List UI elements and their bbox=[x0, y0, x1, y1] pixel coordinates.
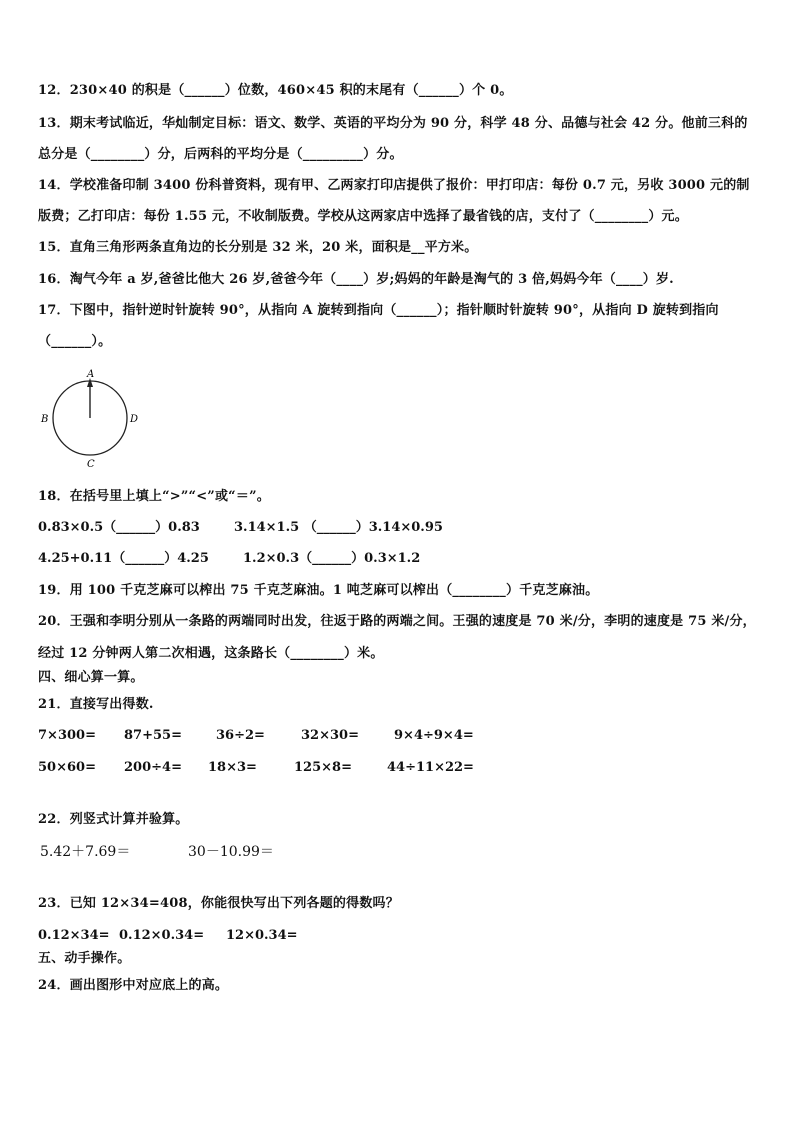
clock-dial-figure bbox=[36, 364, 146, 472]
q18-item-3: 4.25+0.11（______）4.25 bbox=[38, 551, 209, 566]
q23-item-1: 0.12×34= bbox=[38, 928, 110, 943]
dial-label-a: A bbox=[87, 369, 95, 380]
question-20-line-1: 20．王强和李明分别从一条路的两端同时出发，往返于路的两端之间。王强的速度是 70 米/分，李明的速度是 75 米/分， bbox=[38, 614, 756, 629]
q21-row1-item-1: 7×300= bbox=[38, 728, 96, 743]
question-15: 15．直角三角形两条直角边的长分别是 32 米，20 米，面积是__平方米。 bbox=[38, 240, 478, 255]
q18-item-4: 1.2×0.3（______）0.3×1.2 bbox=[243, 551, 421, 566]
dial-label-d: D bbox=[130, 414, 139, 425]
q21-row1-item-5: 9×4÷9×4= bbox=[394, 728, 474, 743]
q21-row2-item-3: 18×3= bbox=[208, 760, 257, 775]
q22-item-2: 30－10.99＝ bbox=[188, 844, 274, 860]
dial-label-b: B bbox=[41, 414, 49, 425]
q21-row2-item-2: 200÷4= bbox=[124, 760, 182, 775]
q18-item-1: 0.83×0.5（______）0.83 bbox=[38, 520, 200, 535]
section-4-heading: 四、细心算一算。 bbox=[38, 670, 144, 685]
q21-row1-item-2: 87+55= bbox=[124, 728, 182, 743]
q18-item-2: 3.14×1.5 （______）3.14×0.95 bbox=[234, 520, 443, 535]
question-21: 21．直接写出得数. bbox=[38, 697, 154, 712]
question-17-line-2: （______）。 bbox=[38, 334, 112, 349]
question-13-line-2: 总分是（________）分，后两科的平均分是（_________）分。 bbox=[38, 147, 403, 162]
question-23: 23．已知 12×34=408，你能很快写出下列各题的得数吗？ bbox=[38, 896, 399, 911]
q21-row1-item-4: 32×30= bbox=[301, 728, 359, 743]
section-5-heading: 五、动手操作。 bbox=[38, 951, 131, 966]
question-22: 22．列竖式计算并验算。 bbox=[38, 812, 189, 827]
q21-row1-item-3: 36÷2= bbox=[216, 728, 265, 743]
question-18: 18．在括号里上填上“>”“<”或“＝”。 bbox=[38, 489, 270, 504]
question-24: 24．画出图形中对应底上的高。 bbox=[38, 978, 229, 993]
question-14-line-1: 14．学校准备印制 3400 份科普资料，现有甲、乙两家打印店提供了报价：甲打印店：每份 0.7 元，另收 3000 元的制 bbox=[38, 178, 750, 193]
question-12: 12．230×40 的积是（______）位数，460×45 积的末尾有（______）个 0。 bbox=[38, 83, 513, 98]
question-13-line-1: 13．期末考试临近，华灿制定目标：语文、数学、英语的平均分为 90 分，科学 48 分、品德与社会 42 分。他前三科的 bbox=[38, 116, 748, 131]
q23-item-2: 0.12×0.34= bbox=[119, 928, 205, 943]
q21-row2-item-4: 125×8= bbox=[294, 760, 352, 775]
q22-item-1: 5.42＋7.69＝ bbox=[40, 844, 131, 860]
question-19: 19．用 100 千克芝麻可以榨出 75 千克芝麻油。1 吨芝麻可以榨出（________）千克芝麻油。 bbox=[38, 583, 599, 598]
q21-row2-item-1: 50×60= bbox=[38, 760, 96, 775]
question-16: 16．淘气今年 a 岁,爸爸比他大 26 岁,爸爸今年（____）岁;妈妈的年龄是淘气的 3 倍,妈妈今年（____）岁. bbox=[38, 272, 674, 287]
question-14-line-2: 版费；乙打印店：每份 1.55 元，不收制版费。学校从这两家店中选择了最省钱的店，支付了（________）元。 bbox=[38, 209, 688, 224]
q21-row2-item-5: 44÷11×22= bbox=[387, 760, 474, 775]
dial-label-c: C bbox=[87, 459, 95, 470]
question-20-line-2: 经过 12 分钟两人第二次相遇，这条路长（________）米。 bbox=[38, 646, 384, 661]
q23-item-3: 12×0.34= bbox=[226, 928, 298, 943]
question-17-line-1: 17．下图中，指针逆时针旋转 90°，从指向 A 旋转到指向（______）；指针顺时针旋转 90°，从指向 D 旋转到指向 bbox=[38, 303, 719, 318]
